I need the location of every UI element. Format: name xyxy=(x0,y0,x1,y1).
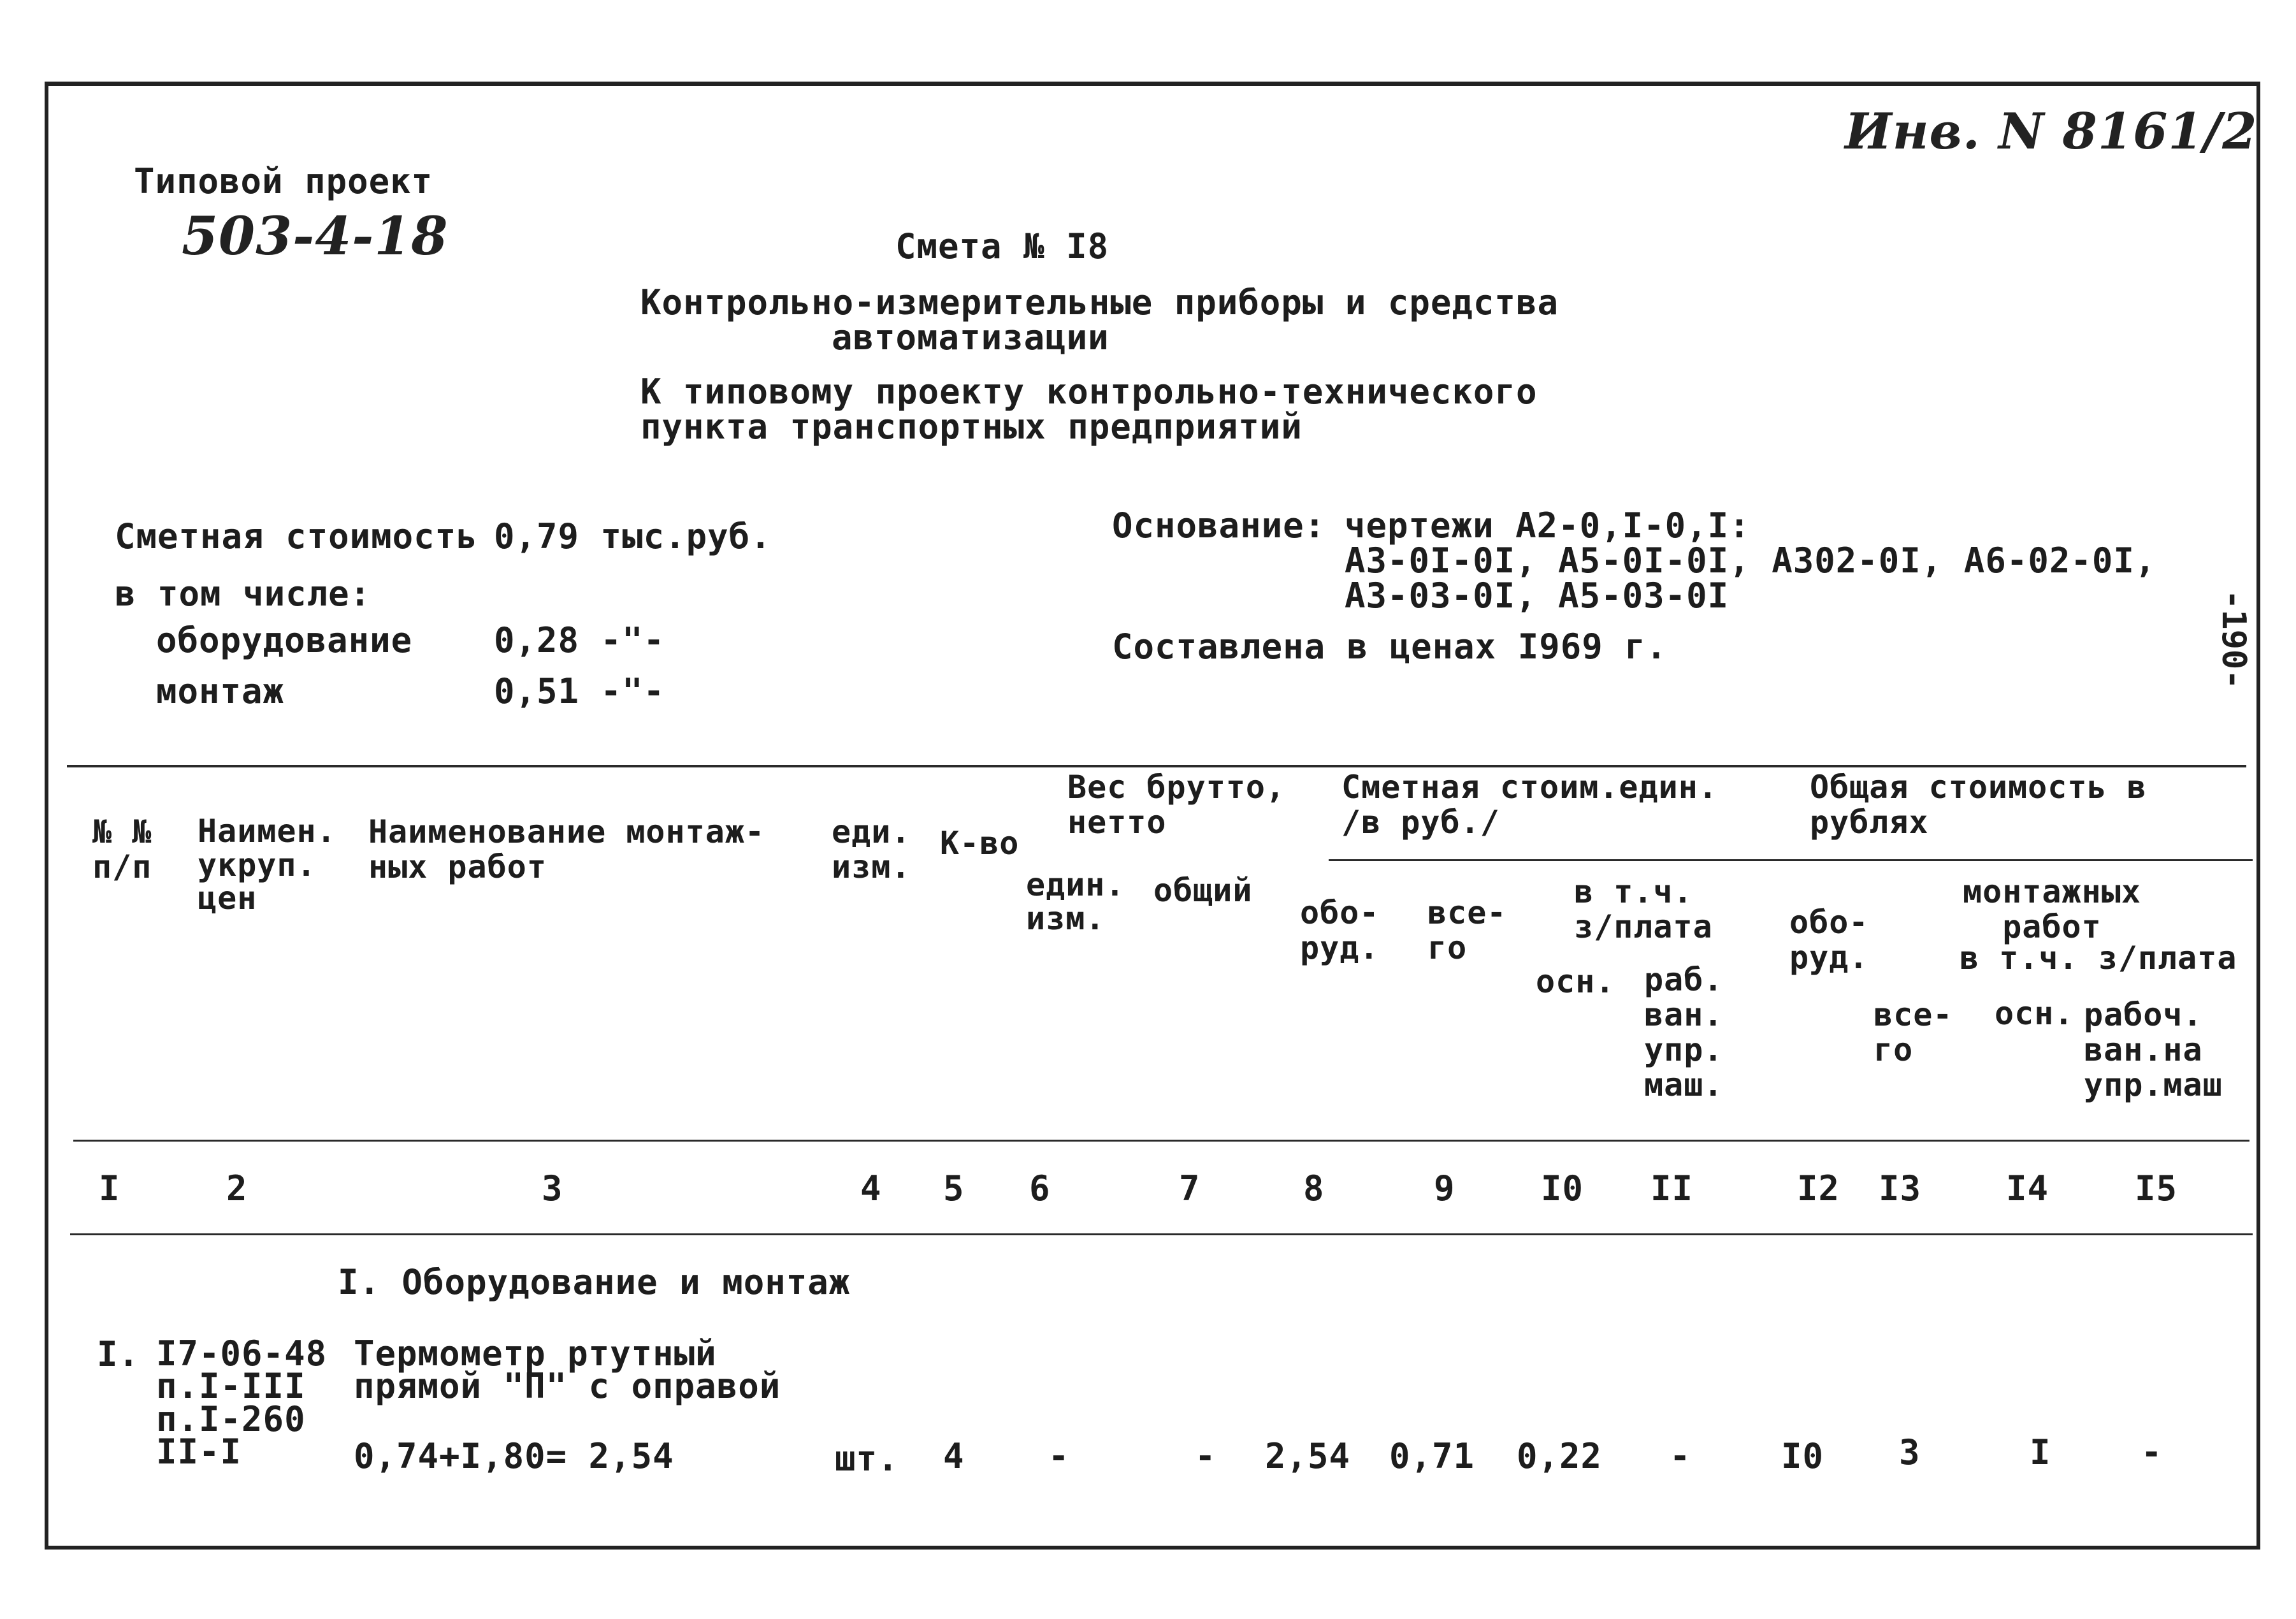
row-price-ref: I7-06-48 п.I-III п.I-260 II-I xyxy=(156,1333,328,1472)
colnum-13: I3 xyxy=(1879,1168,1922,1209)
colnum-10: I0 xyxy=(1541,1168,1584,1209)
header-unit-cost-group: Сметная стоим.един. /в руб./ xyxy=(1341,769,1718,841)
header-group-rule xyxy=(1329,859,2253,861)
header-total-group: Общая стоимость в рублях xyxy=(1810,769,2147,841)
colnum-4: 4 xyxy=(860,1168,882,1209)
section-title: I. Оборудование и монтаж xyxy=(338,1262,851,1302)
basis-label: Основание: xyxy=(1112,505,1326,546)
header-incl: в т.ч. з/плата xyxy=(1960,940,2237,976)
header-col13: все- го xyxy=(1874,996,1953,1068)
header-col4: еди. изм. xyxy=(832,813,911,885)
equipment-label: оборудование xyxy=(156,620,413,660)
header-col1: № № п/п xyxy=(92,813,152,885)
page-number: -190- xyxy=(2214,590,2253,690)
header-col3: Наименование монтаж- ных работ xyxy=(368,813,765,885)
column-numbers-bottom-rule xyxy=(70,1233,2253,1235)
header-col14: осн. xyxy=(1995,995,2074,1032)
inventory-note: Инв. N 8161/2 xyxy=(1845,103,2258,161)
colnum-1: I xyxy=(99,1168,120,1209)
colnum-7: 7 xyxy=(1179,1168,1201,1209)
row-equip-unit: 2,54 xyxy=(1265,1436,1351,1476)
row-install-wage-mach: - xyxy=(2141,1432,2163,1472)
installation-label: монтаж xyxy=(156,671,285,711)
colnum-15: I5 xyxy=(2135,1168,2178,1209)
colnum-8: 8 xyxy=(1303,1168,1325,1209)
estimate-subject-line1: Контрольно-измерительные приборы и средства xyxy=(640,282,1559,323)
header-col9: все- го xyxy=(1427,894,1507,966)
colnum-6: 6 xyxy=(1029,1168,1051,1209)
including-label: в том числе: xyxy=(115,574,372,614)
row-equip-total: I0 xyxy=(1781,1436,1824,1476)
header-col10: осн. xyxy=(1536,963,1615,1000)
header-col7: общий xyxy=(1153,872,1253,909)
basis-line3: А3-03-0I, А5-03-0I xyxy=(1345,576,1729,616)
row-wage-base: 0,22 xyxy=(1517,1436,1603,1476)
colnum-12: I2 xyxy=(1797,1168,1840,1209)
row-install-total: 3 xyxy=(1899,1432,1921,1472)
basis-line1: чертежи А2-0,I-0,I: xyxy=(1345,505,1751,546)
colnum-5: 5 xyxy=(943,1168,965,1209)
colnum-14: I4 xyxy=(2006,1168,2049,1209)
row-total-unit: 0,71 xyxy=(1389,1436,1475,1476)
colnum-11: II xyxy=(1650,1168,1694,1209)
installation-value: 0,51 -"- xyxy=(494,671,665,711)
row-wage-mach: - xyxy=(1670,1436,1691,1476)
row-weight-unit: - xyxy=(1048,1436,1070,1476)
row-unit: шт. xyxy=(835,1439,899,1479)
header-incl-wage: в т.ч. з/плата xyxy=(1574,873,1713,945)
header-col5: К-во xyxy=(940,825,1020,862)
header-col12: обо- руд. xyxy=(1789,904,1869,976)
row-install-wage-base: I xyxy=(2030,1432,2051,1472)
project-number: 503-4-18 xyxy=(182,206,449,267)
estimate-subject-line2: автоматизации xyxy=(832,317,1109,358)
prices-note: Составлена в ценах I969 г. xyxy=(1112,627,1668,667)
header-col2: Наимен. укруп. цен xyxy=(198,813,336,917)
header-col15: рабоч. ван.на упр.маш xyxy=(2084,996,2223,1103)
total-cost-value: 0,79 тыс.руб. xyxy=(494,516,772,556)
header-col11: раб. ван. упр. маш. xyxy=(1644,961,1724,1103)
estimate-title: Смета № I8 xyxy=(895,226,1109,266)
basis-line2: А3-0I-0I, А5-0I-0I, А302-0I, А6-02-0I, xyxy=(1345,541,2156,581)
estimate-purpose-line1: К типовому проекту контрольно-технического xyxy=(640,372,1538,412)
header-install-group: монтажных работ xyxy=(1963,873,2141,945)
total-cost-label: Сметная стоимость xyxy=(115,516,478,556)
row-name: Термометр ртутный прямой "П" с оправой xyxy=(354,1333,781,1407)
row-qty: 4 xyxy=(943,1436,965,1476)
row-number: I. xyxy=(97,1334,140,1374)
header-col6: един. изм. xyxy=(1026,866,1125,937)
row-weight-total: - xyxy=(1195,1436,1217,1476)
row-calc: 0,74+I,80= 2,54 xyxy=(354,1436,674,1476)
estimate-purpose-line2: пункта транспортных предприятий xyxy=(640,407,1303,447)
equipment-value: 0,28 -"- xyxy=(494,620,665,660)
header-weight-group: Вес брутто, нетто xyxy=(1067,769,1286,841)
project-label: Типовой проект xyxy=(134,161,433,201)
colnum-9: 9 xyxy=(1434,1168,1455,1209)
column-numbers-top-rule xyxy=(73,1140,2249,1142)
table-top-rule xyxy=(67,765,2246,767)
header-col8: обо- руд. xyxy=(1300,894,1380,966)
colnum-3: 3 xyxy=(542,1168,563,1209)
colnum-2: 2 xyxy=(226,1168,248,1209)
